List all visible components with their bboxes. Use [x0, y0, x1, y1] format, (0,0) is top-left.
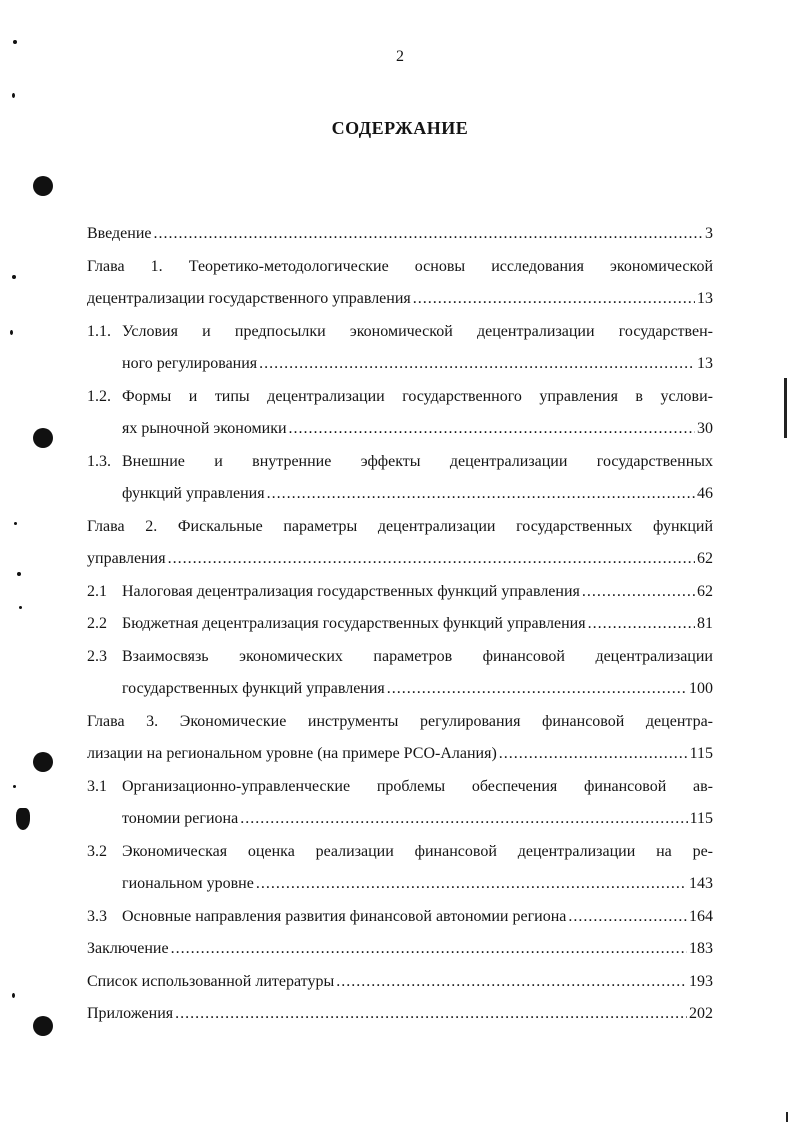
entry-page: 46 — [697, 485, 713, 502]
toc-entry-section-1-2[interactable] — [87, 381, 713, 446]
entry-title: Основные направления развития финансовой автономии региона — [122, 907, 567, 925]
toc-entry-conclusion[interactable] — [87, 933, 713, 966]
entry-page: 143 — [689, 875, 713, 892]
entry-page: 100 — [689, 680, 713, 697]
toc-title: СОДЕРЖАНИЕ — [331, 118, 469, 138]
toc-entry-bibliography[interactable] — [87, 966, 713, 999]
toc-entry-introduction[interactable] — [87, 218, 713, 251]
entry-page: 13 — [697, 290, 713, 307]
speck — [14, 522, 17, 525]
speck — [12, 93, 15, 98]
entry-title: Введение — [87, 225, 152, 242]
entry-title-line2: лизации на региональном уровне (на примере РСО-Алания) — [87, 745, 497, 762]
dot-leader — [499, 738, 688, 771]
toc-entry-chapter-2[interactable] — [87, 511, 713, 576]
punch-hole — [33, 1016, 53, 1036]
entry-page: 62 — [697, 550, 713, 567]
entry-title-line1: Внешние и внутренние эффекты децентрализации государственных — [122, 452, 713, 470]
section-number: 1.2. — [87, 387, 111, 405]
entry-title-line2: тономии региона — [122, 810, 239, 827]
toc-entry-section-3-2[interactable] — [87, 836, 713, 901]
entry-title-line1: Формы и типы децентрализации государственного управления в услови- — [122, 387, 713, 405]
entry-title: Приложения — [87, 1005, 174, 1022]
entry-title-line1: Организационно-управленческие проблемы обеспечения финансовой ав- — [122, 777, 713, 795]
toc-entry-section-3-1[interactable] — [87, 771, 713, 836]
section-number: 1.1. — [87, 322, 111, 340]
entry-title: Налоговая децентрализация государственных функций управления — [122, 582, 580, 600]
dot-leader — [175, 998, 687, 1031]
section-number: 2.3 — [87, 647, 107, 665]
entry-title-line2: управления — [87, 550, 166, 567]
section-number: 3.2 — [87, 842, 107, 860]
toc-entry-section-1-3[interactable] — [87, 446, 713, 511]
dot-leader — [582, 576, 695, 609]
speck — [19, 606, 22, 609]
entry-title-line2: децентрализации государственного управления — [87, 290, 411, 307]
toc-entry-section-2-1[interactable] — [87, 576, 713, 609]
entry-page: 3 — [705, 225, 713, 242]
dot-leader — [256, 868, 687, 901]
entry-page: 164 — [689, 907, 713, 925]
dot-leader — [171, 933, 687, 966]
speck — [17, 572, 21, 576]
toc-entry-section-1-1[interactable] — [87, 316, 713, 381]
dot-leader — [168, 543, 695, 576]
entry-title: Бюджетная децентрализация государственных функций управления — [122, 615, 586, 632]
speck — [13, 40, 17, 44]
edge-mark — [784, 378, 787, 438]
entry-title-line2: гиональном уровне — [122, 875, 254, 892]
speck — [12, 275, 16, 279]
entry-page: 193 — [689, 972, 713, 990]
speck — [12, 993, 15, 998]
page-number: 2 — [396, 48, 404, 65]
entry-title: Список использованной литературы — [87, 972, 335, 990]
dot-leader — [154, 218, 704, 251]
entry-page: 30 — [697, 420, 713, 437]
entry-title-line1: Глава 3. Экономические инструменты регулирования финансовой децентра- — [87, 712, 713, 730]
ink-blot — [16, 808, 30, 830]
entry-title-line2: ях рыночной экономики — [122, 420, 287, 437]
entry-title-line1: Глава 1. Теоретико-методологические основы исследования экономической — [87, 257, 713, 275]
entry-page: 183 — [689, 940, 713, 957]
edge-mark — [786, 1112, 788, 1122]
entry-title-line1: Условия и предпосылки экономической децентрализации государствен- — [122, 322, 713, 340]
punch-hole — [33, 428, 53, 448]
entry-title-line2: государственных функций управления — [122, 680, 385, 697]
toc-entry-section-3-3[interactable] — [87, 901, 713, 934]
section-number: 1.3. — [87, 452, 111, 470]
entry-page: 81 — [697, 615, 713, 632]
dot-leader — [336, 966, 687, 999]
toc-entry-chapter-1[interactable] — [87, 251, 713, 316]
dot-leader — [588, 608, 695, 641]
dot-leader — [568, 901, 687, 934]
section-number: 2.2 — [87, 615, 107, 632]
entry-page: 13 — [697, 355, 713, 372]
dot-leader — [259, 348, 695, 381]
toc-entry-section-2-3[interactable] — [87, 641, 713, 706]
dot-leader — [413, 283, 695, 316]
table-of-contents — [87, 218, 713, 1031]
entry-title-line2: ного регулирования — [122, 355, 258, 372]
entry-title-line1: Глава 2. Фискальные параметры децентрализации государственных функций — [87, 517, 713, 535]
entry-page: 115 — [689, 745, 713, 762]
entry-title-line2: функций управления — [122, 485, 265, 502]
section-number: 3.1 — [87, 777, 107, 795]
entry-title-line1: Взаимосвязь экономических параметров финансовой децентрализации — [122, 647, 713, 665]
toc-entry-chapter-3[interactable] — [87, 706, 713, 771]
dot-leader — [267, 478, 695, 511]
punch-hole — [33, 176, 53, 196]
punch-hole — [33, 752, 53, 772]
section-number: 3.3 — [87, 907, 107, 925]
dot-leader — [387, 673, 687, 706]
toc-entry-appendices[interactable] — [87, 998, 713, 1031]
entry-page: 62 — [697, 582, 713, 600]
section-number: 2.1 — [87, 582, 107, 600]
entry-title-line1: Экономическая оценка реализации финансовой децентрализации на ре- — [122, 842, 713, 860]
entry-page: 202 — [689, 1005, 713, 1022]
speck — [13, 785, 16, 788]
toc-entry-section-2-2[interactable] — [87, 608, 713, 641]
dot-leader — [289, 413, 695, 446]
entry-page: 115 — [689, 810, 713, 827]
dot-leader — [240, 803, 687, 836]
speck — [10, 330, 13, 335]
entry-title: Заключение — [87, 940, 169, 957]
